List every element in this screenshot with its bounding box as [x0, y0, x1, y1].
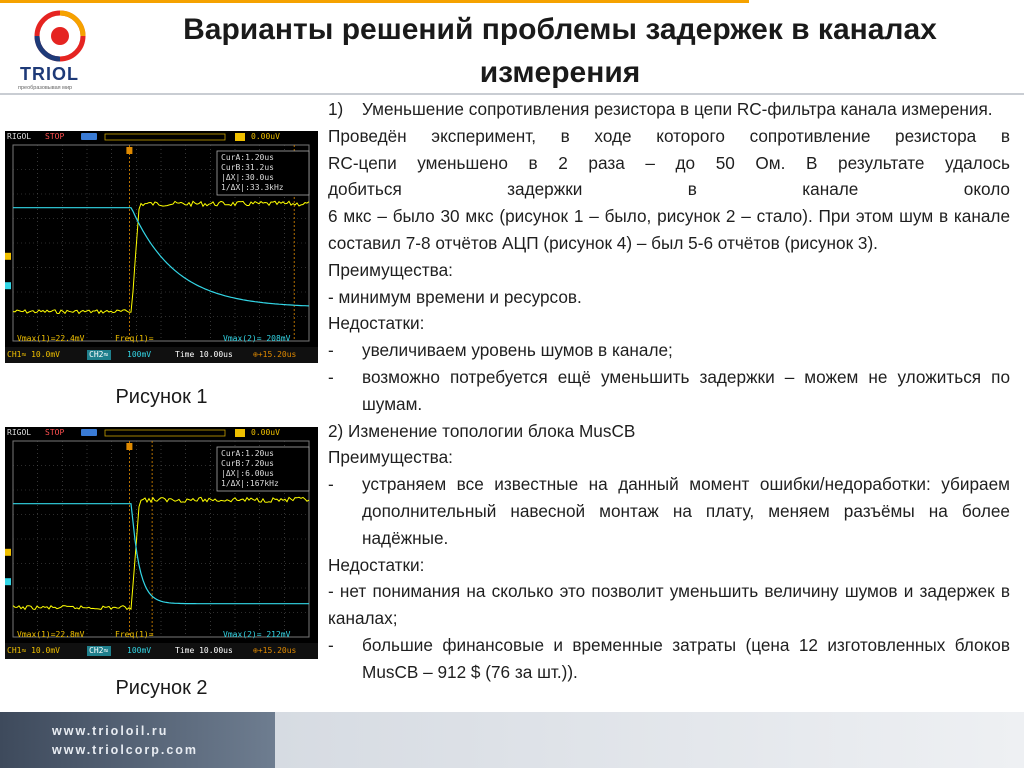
scope-timebase: Time 10.00us — [175, 350, 233, 359]
bullet-dash: - — [328, 340, 334, 361]
bullet-text: возможно потребуется ещё уменьшить задержки – можем не уложиться по шумам. — [362, 366, 1010, 414]
bullet-dash: - — [328, 634, 334, 655]
scope-inverse-delta-x: 1/ΔX|:33.3kHz — [221, 183, 284, 192]
scope-delta-x: |ΔX|:6.00us — [221, 469, 274, 478]
oscilloscope-screen-2 — [5, 427, 318, 659]
scope-ch1-marker — [5, 253, 11, 260]
bullet-item — [328, 471, 1010, 551]
bullet-item — [328, 632, 1010, 686]
scope-trigger-icon — [235, 133, 245, 141]
scope-vmax-ch2: Vmax(2)= 208mV — [223, 334, 291, 343]
scope-ch1-scale: CH1≈ 10.0mV — [7, 350, 60, 359]
scope-trigger-value: 0.00uV — [251, 132, 280, 141]
scope-cursor-b-value: CurB:7.20us — [221, 459, 274, 468]
scope-brand: RIGOL — [7, 428, 32, 437]
paragraph-text: 6 мкс – было 30 мкс (рисунок 1 – было, рисунок 2 – стало). При этом шум в канале составил 7-8 отчётов АЦП (рисунок 4) – был 5-6 отчётов (рисунок 3). — [328, 206, 1010, 253]
bullet-text: увеличиваем уровень шумов в канале; — [362, 340, 673, 361]
scope-cursor-a-value: CurA:1.20us — [221, 153, 274, 162]
scope-trigger-marker — [126, 443, 132, 450]
footer-light-band — [275, 712, 1024, 768]
paragraph-line: добиться задержки в канале около — [328, 179, 1010, 200]
scope-cursor-b-value: CurB:31.2us — [221, 163, 274, 172]
scope-trigger-value: 0.00uV — [251, 428, 280, 437]
scope-run-state: STOP — [45, 132, 65, 141]
bullet-text: большие финансовые и временные затраты (цена 12 изготовленных блоков MusCB – 912 $ (76 за шт.)). — [362, 634, 1010, 682]
scope-ch1-marker — [5, 549, 11, 556]
scope-run-state: STOP — [45, 428, 65, 437]
scope-ch2-scale: 100mV — [127, 350, 152, 359]
scope-ch1-scale: CH1≈ 10.0mV — [7, 646, 60, 655]
footer-url-1[interactable]: www.trioloil.ru — [52, 724, 169, 738]
footer-stripe-line — [0, 0, 749, 3]
footer-url-2[interactable]: www.triolcorp.com — [52, 743, 199, 757]
triol-logo — [14, 8, 114, 94]
figure-caption-1: Рисунок 1 — [115, 386, 208, 408]
disadvantages-heading: Недостатки: — [328, 554, 425, 575]
scope-trigger-marker — [126, 147, 132, 154]
list-item-1 — [328, 96, 1010, 123]
paragraph-line: Проведён эксперимент, в ходе которого сопротивление резистора в — [328, 125, 1010, 146]
slide-content — [328, 96, 1010, 686]
scope-brand: RIGOL — [7, 132, 32, 141]
figure-caption-2: Рисунок 2 — [115, 677, 208, 699]
scope-ch2-label: CH2≈ — [89, 350, 109, 359]
scope-vmax-ch1: Vmax(1)=22.8mV — [17, 630, 85, 639]
triol-logo-mark — [34, 10, 86, 62]
scope-ch2-scale: 100mV — [127, 646, 152, 655]
scope-vmax-ch2: Vmax(2)= 212mV — [223, 630, 291, 639]
scope-memory-icon — [81, 429, 97, 436]
logo-tagline: преобразовывая мир — [18, 85, 73, 91]
scope-frequency: Freq(1)= — [115, 334, 154, 343]
scope-trigger-position: ⊕+15.20us — [253, 350, 297, 359]
scope-inverse-delta-x: 1/ΔX|:167kHz — [221, 479, 279, 488]
scope-memory-icon — [81, 133, 97, 140]
footer-dark-band — [0, 712, 275, 768]
bullet-dash: - — [328, 366, 334, 387]
bullet-item — [328, 364, 1010, 418]
bullet-text: устраняем все известные на данный момент ошибки/недоработки: убираем дополнительный навесной монтаж на плату, меняем разъёмы на более надёжные. — [362, 474, 1010, 548]
disadvantages-heading: Недостатки: — [328, 313, 425, 334]
scope-cursor-a-value: CurA:1.20us — [221, 449, 274, 458]
scope-delta-x: |ΔX|:30.0us — [221, 173, 274, 182]
list-item-text: Уменьшение сопротивления резистора в цепи RC-фильтра канала измерения. — [362, 99, 993, 119]
scope-trigger-position: ⊕+15.20us — [253, 646, 297, 655]
paragraph-line: RC-цепи уменьшено в 2 раза – до 50 Ом. В результате удалось — [328, 152, 1010, 173]
scope-frequency: Freq(1)= — [115, 630, 154, 639]
bullet-item — [328, 337, 1010, 364]
advantages-heading: Преимущества: — [328, 259, 453, 280]
scope-ch2-label: CH2≈ — [89, 646, 109, 655]
list-item-2: 2) Изменение топологии блока MusCB — [328, 420, 636, 441]
scope-ch2-marker — [5, 578, 11, 585]
oscilloscope-screen-1 — [5, 131, 318, 363]
list-number: 1) — [328, 99, 344, 119]
bullet-dash: - — [328, 474, 334, 495]
logo-text: TRIOL — [20, 64, 79, 84]
scope-trigger-icon — [235, 429, 245, 437]
disadvantages-text: - нет понимания на сколько это позволит уменьшить величину шумов и задержек в каналах; — [328, 581, 1010, 629]
advantages-text: - минимум времени и ресурсов. — [328, 286, 582, 307]
slide-title: Варианты решений проблемы задержек в каналах измерения — [183, 13, 937, 89]
scope-vmax-ch1: Vmax(1)=22.4mV — [17, 334, 85, 343]
scope-timebase: Time 10.00us — [175, 646, 233, 655]
scope-ch2-marker — [5, 282, 11, 289]
advantages-heading: Преимущества: — [328, 447, 453, 468]
footer — [0, 712, 1024, 768]
title-divider — [0, 93, 1024, 95]
